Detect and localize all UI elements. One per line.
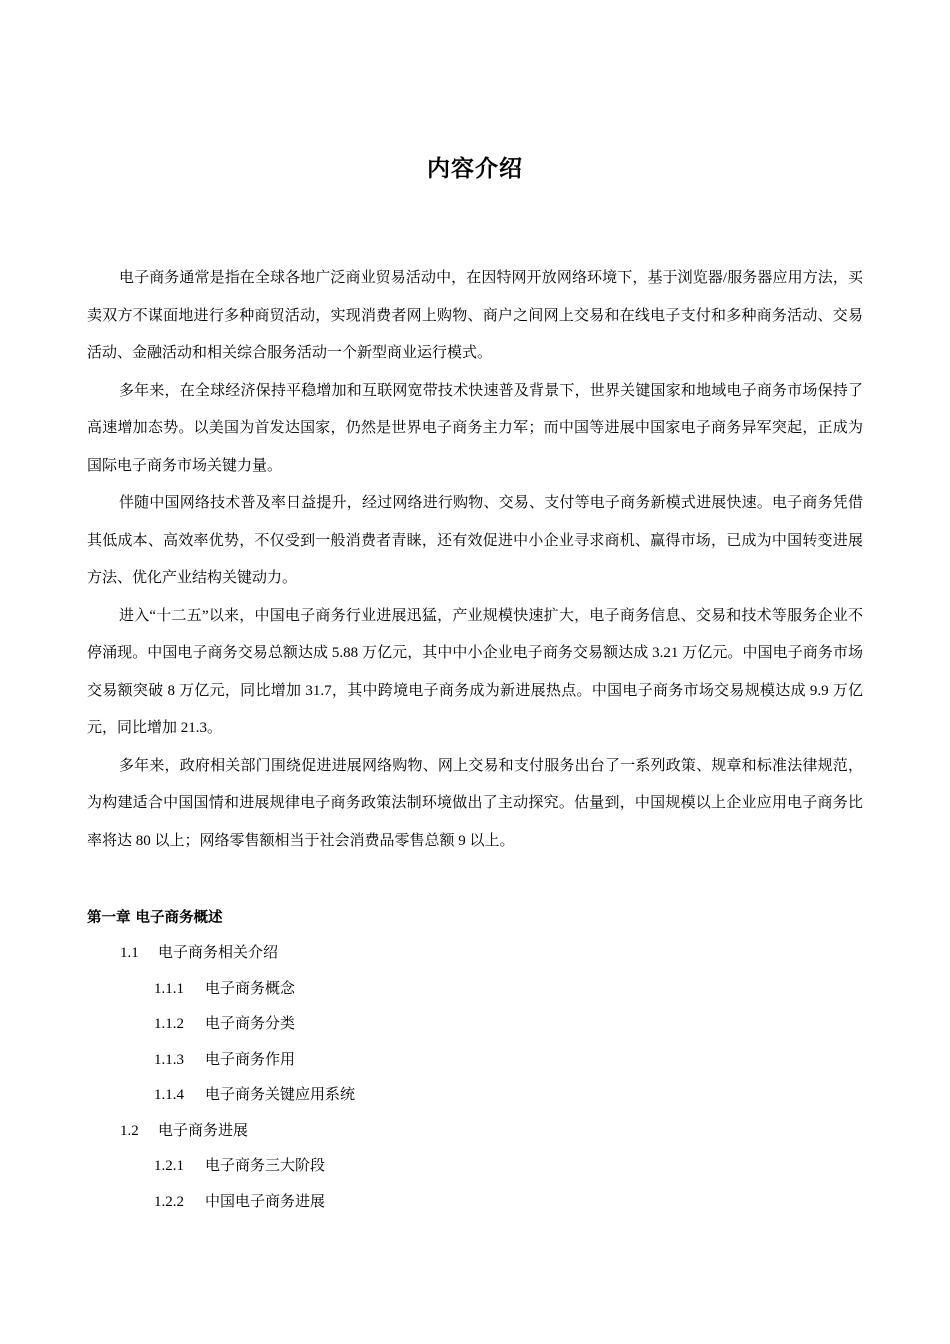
body-text: [87, 260, 863, 860]
toc-entry-label: 电子商务分类: [205, 1016, 296, 1032]
paragraph: 进入“十二五”以来，中国电子商务行业进展迅猛，产业规模快速扩大，电子商务信息、交易和技术等服务企业不停涌现。中国电子商务交易总额达成 5.88 万亿元，其中中小企业电子商务交易额达成 3.21 万亿元。中国电子商务市场交易额突破 8 万亿元，同比增加 31.7，其中跨境电子商务成为新进展热点。中国电子商务市场交易规模达成 9.9 万亿元，同比增加 21.3。: [87, 607, 863, 736]
toc-entry: [87, 1078, 863, 1114]
paragraph: 多年来，在全球经济保持平稳增加和互联网宽带技术快速普及背景下，世界关键国家和地域电子商务市场保持了高速增加态势。以美国为首发达国家，仍然是世界电子商务主力军；而中国等进展中国家电子商务异军突起，正成为国际电子商务市场关键力量。: [87, 382, 863, 474]
toc-entry-label: 电子商务关键应用系统: [205, 1087, 356, 1103]
toc-entry: [87, 1007, 863, 1043]
toc-entry-label: 中国电子商务进展: [205, 1193, 326, 1210]
toc-entry-number: 1.2.1: [154, 1158, 184, 1174]
page-title: 内容介绍: [427, 156, 523, 182]
toc-entry-number: 1.1.3: [154, 1051, 184, 1068]
toc-entry-label: 电子商务作用: [205, 1051, 296, 1068]
toc-entry-number: 1.1.1: [154, 980, 184, 997]
paragraph: 电子商务通常是指在全球各地广泛商业贸易活动中，在因特网开放网络环境下，基于浏览器/服务器应用方法，买卖双方不谋面地进行多种商贸活动，实现消费者网上购物、商户之间网上交易和在线电子支付和多种商务活动、交易活动、金融活动和相关综合服务活动一个新型商业运行模式。: [87, 270, 863, 361]
toc-entry-label: 电子商务概念: [205, 980, 296, 997]
toc-entry-label: 电子商务相关介绍: [158, 945, 279, 961]
toc-entry-number: 1.2: [120, 1122, 139, 1139]
toc-chapter-heading: 第一章 电子商务概述: [87, 910, 223, 926]
paragraph: 伴随中国网络技术普及率日益提升，经过网络进行购物、交易、支付等电子商务新模式进展快速。电子商务凭借其低成本、高效率优势，不仅受到一般消费者青睐，还有效促进中小企业寻求商机、赢得市场，已成为中国转变进展方法、优化产业结构关键动力。: [87, 495, 863, 586]
toc-entry-number: 1.2.2: [154, 1193, 184, 1210]
toc-entry: [87, 1043, 863, 1079]
toc-entry-number: 1.1: [120, 945, 139, 961]
toc-entry: [87, 1149, 863, 1185]
toc-entry: [87, 1114, 863, 1150]
toc-entry-number: 1.1.2: [154, 1016, 184, 1032]
toc-entry: [87, 936, 863, 972]
table-of-contents: [87, 900, 863, 1220]
toc-entry: [87, 1185, 863, 1221]
toc-entry: [87, 972, 863, 1008]
toc-entry-label: 电子商务三大阶段: [205, 1158, 326, 1174]
paragraph: 多年来，政府相关部门围绕促进进展网络购物、网上交易和支付服务出台了一系列政策、规章和标准法律规范，为构建适合中国国情和进展规律电子商务政策法制环境做出了主动探究。估量到，中国规模以上企业应用电子商务比率将达 80 以上；网络零售额相当于社会消费品零售总额 9 以上。: [87, 757, 863, 849]
toc-entry-label: 电子商务进展: [158, 1122, 249, 1139]
toc-entry-number: 1.1.4: [154, 1087, 184, 1103]
